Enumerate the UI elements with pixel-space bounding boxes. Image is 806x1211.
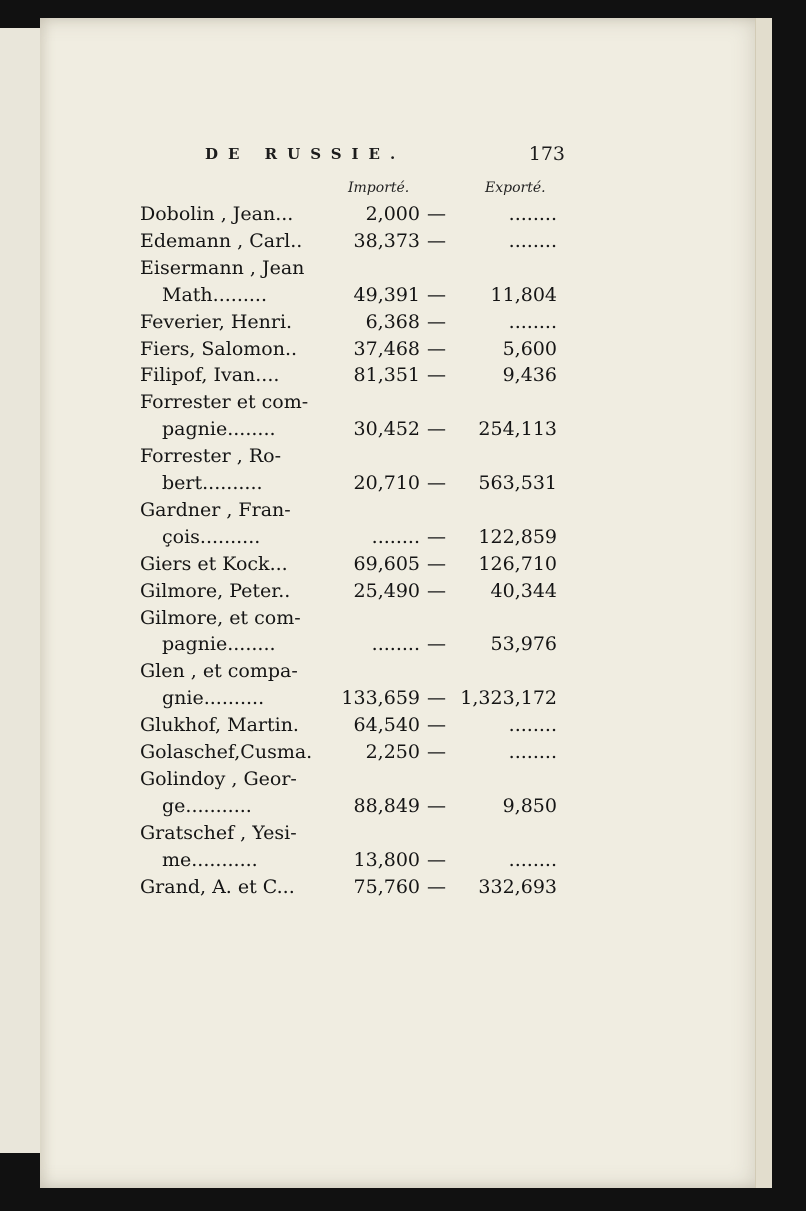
column-header-exported: Exporté. xyxy=(485,180,546,196)
table-row xyxy=(140,741,565,767)
row-dash: — xyxy=(427,418,446,441)
imported-value: 37,468 xyxy=(353,337,420,360)
row-dash: — xyxy=(427,875,446,898)
row-dash: — xyxy=(427,364,446,387)
row-dash: — xyxy=(427,848,446,871)
table-row xyxy=(140,472,565,498)
entry-name: Gilmore, et com- xyxy=(140,606,301,629)
imported-value: 25,490 xyxy=(353,579,420,602)
entry-name: Eisermann , Jean xyxy=(140,256,305,279)
page-header xyxy=(205,145,565,171)
entry-name: Math......... xyxy=(162,283,268,306)
running-title: DE RUSSIE. xyxy=(205,145,406,163)
imported-value: 20,710 xyxy=(353,472,420,494)
table-row xyxy=(140,687,565,713)
table-row xyxy=(140,553,565,579)
table-row xyxy=(140,876,565,902)
table-row xyxy=(140,230,565,256)
table-row xyxy=(140,499,565,525)
exported-value: 563,531 xyxy=(478,472,557,494)
table-row xyxy=(140,391,565,417)
table-row xyxy=(140,795,565,821)
imported-value: 81,351 xyxy=(353,364,420,387)
exported-value: 9,436 xyxy=(502,364,557,387)
imported-value: 88,849 xyxy=(353,794,420,817)
entry-name: gnie.......... xyxy=(162,687,265,710)
imported-value: 30,452 xyxy=(353,418,420,441)
exported-value: 9,850 xyxy=(502,794,557,817)
entry-name: Gratschef , Yesi- xyxy=(140,821,297,844)
table-row xyxy=(140,714,565,740)
row-dash: — xyxy=(427,337,446,360)
exported-value: 332,693 xyxy=(478,875,557,898)
table-row xyxy=(140,849,565,875)
table-row xyxy=(140,660,565,686)
table-row xyxy=(140,768,565,794)
table-row xyxy=(140,257,565,283)
imported-value: 13,800 xyxy=(353,848,420,871)
entry-name: Filipof, Ivan.... xyxy=(140,364,280,387)
entry-name: pagnie........ xyxy=(162,633,276,656)
entry-name: Gardner , Fran- xyxy=(140,498,291,521)
exported-value: 122,859 xyxy=(478,525,557,548)
exported-value: ........ xyxy=(508,310,557,333)
exported-value: ........ xyxy=(508,741,557,763)
entry-name: Gilmore, Peter.. xyxy=(140,579,291,602)
row-dash: — xyxy=(427,633,446,656)
entry-name: Feverier, Henri. xyxy=(140,310,293,333)
entry-name: bert.......... xyxy=(162,472,263,494)
entry-name: Giers et Kock... xyxy=(140,552,288,575)
table-row xyxy=(140,526,565,552)
imported-value: 69,605 xyxy=(353,552,420,575)
row-dash: — xyxy=(427,714,446,737)
entry-name: Forrester et com- xyxy=(140,391,309,414)
imported-value: 49,391 xyxy=(353,283,420,306)
row-dash: — xyxy=(427,203,446,225)
entry-name: Glen , et compa- xyxy=(140,660,298,683)
table-row xyxy=(140,284,565,310)
table-row xyxy=(140,364,565,390)
table-row xyxy=(140,338,565,364)
exported-value: ........ xyxy=(508,203,557,225)
entry-name: Grand, A. et C... xyxy=(140,875,295,898)
row-dash: — xyxy=(427,310,446,333)
table-row xyxy=(140,445,565,471)
entry-name: Fiers, Salomon.. xyxy=(140,337,298,360)
imported-value: ........ xyxy=(371,525,420,548)
table-row xyxy=(140,580,565,606)
page-number: 173 xyxy=(528,143,565,165)
table-row xyxy=(140,418,565,444)
entry-name: çois.......... xyxy=(162,525,261,548)
row-dash: — xyxy=(427,687,446,710)
imported-value: 38,373 xyxy=(353,229,420,252)
row-dash: — xyxy=(427,283,446,306)
imported-value: 2,000 xyxy=(365,203,420,225)
exported-value: 254,113 xyxy=(478,418,557,441)
facing-page-edge xyxy=(0,28,42,1153)
table-row xyxy=(140,311,565,337)
entry-name: Forrester , Ro- xyxy=(140,445,281,468)
row-dash: — xyxy=(427,741,446,763)
entry-name: me........... xyxy=(162,848,258,871)
exported-value: 11,804 xyxy=(490,283,557,306)
exported-value: 53,976 xyxy=(490,633,557,656)
row-dash: — xyxy=(427,229,446,252)
page-fore-edge xyxy=(755,18,772,1188)
entry-name: Dobolin , Jean... xyxy=(140,203,294,225)
imported-value: 64,540 xyxy=(353,714,420,737)
table-row xyxy=(140,203,565,229)
entry-name: Glukhof, Martin. xyxy=(140,714,299,737)
table-row xyxy=(140,633,565,659)
entry-name: Edemann , Carl.. xyxy=(140,229,303,252)
row-dash: — xyxy=(427,525,446,548)
imported-value: 133,659 xyxy=(341,687,420,710)
imported-value: 6,368 xyxy=(365,310,420,333)
table-row xyxy=(140,607,565,633)
row-dash: — xyxy=(427,552,446,575)
imported-value: 2,250 xyxy=(365,741,420,763)
exported-value: ........ xyxy=(508,848,557,871)
imported-value: ........ xyxy=(371,633,420,656)
row-dash: — xyxy=(427,579,446,602)
exported-value: 126,710 xyxy=(478,552,557,575)
exported-value: 1,323,172 xyxy=(460,687,557,710)
exported-value: ........ xyxy=(508,714,557,737)
imported-value: 75,760 xyxy=(353,875,420,898)
table-row xyxy=(140,822,565,848)
entry-name: Golindoy , Geor- xyxy=(140,767,297,790)
exported-value: 5,600 xyxy=(502,337,557,360)
exported-value: 40,344 xyxy=(490,579,557,602)
column-header-imported: Importé. xyxy=(348,180,410,196)
row-dash: — xyxy=(427,794,446,817)
row-dash: — xyxy=(427,472,446,494)
exported-value: ........ xyxy=(508,229,557,252)
entry-name: Golaschef,Cusma. xyxy=(140,741,313,763)
entry-name: ge........... xyxy=(162,794,252,817)
entry-name: pagnie........ xyxy=(162,418,276,441)
